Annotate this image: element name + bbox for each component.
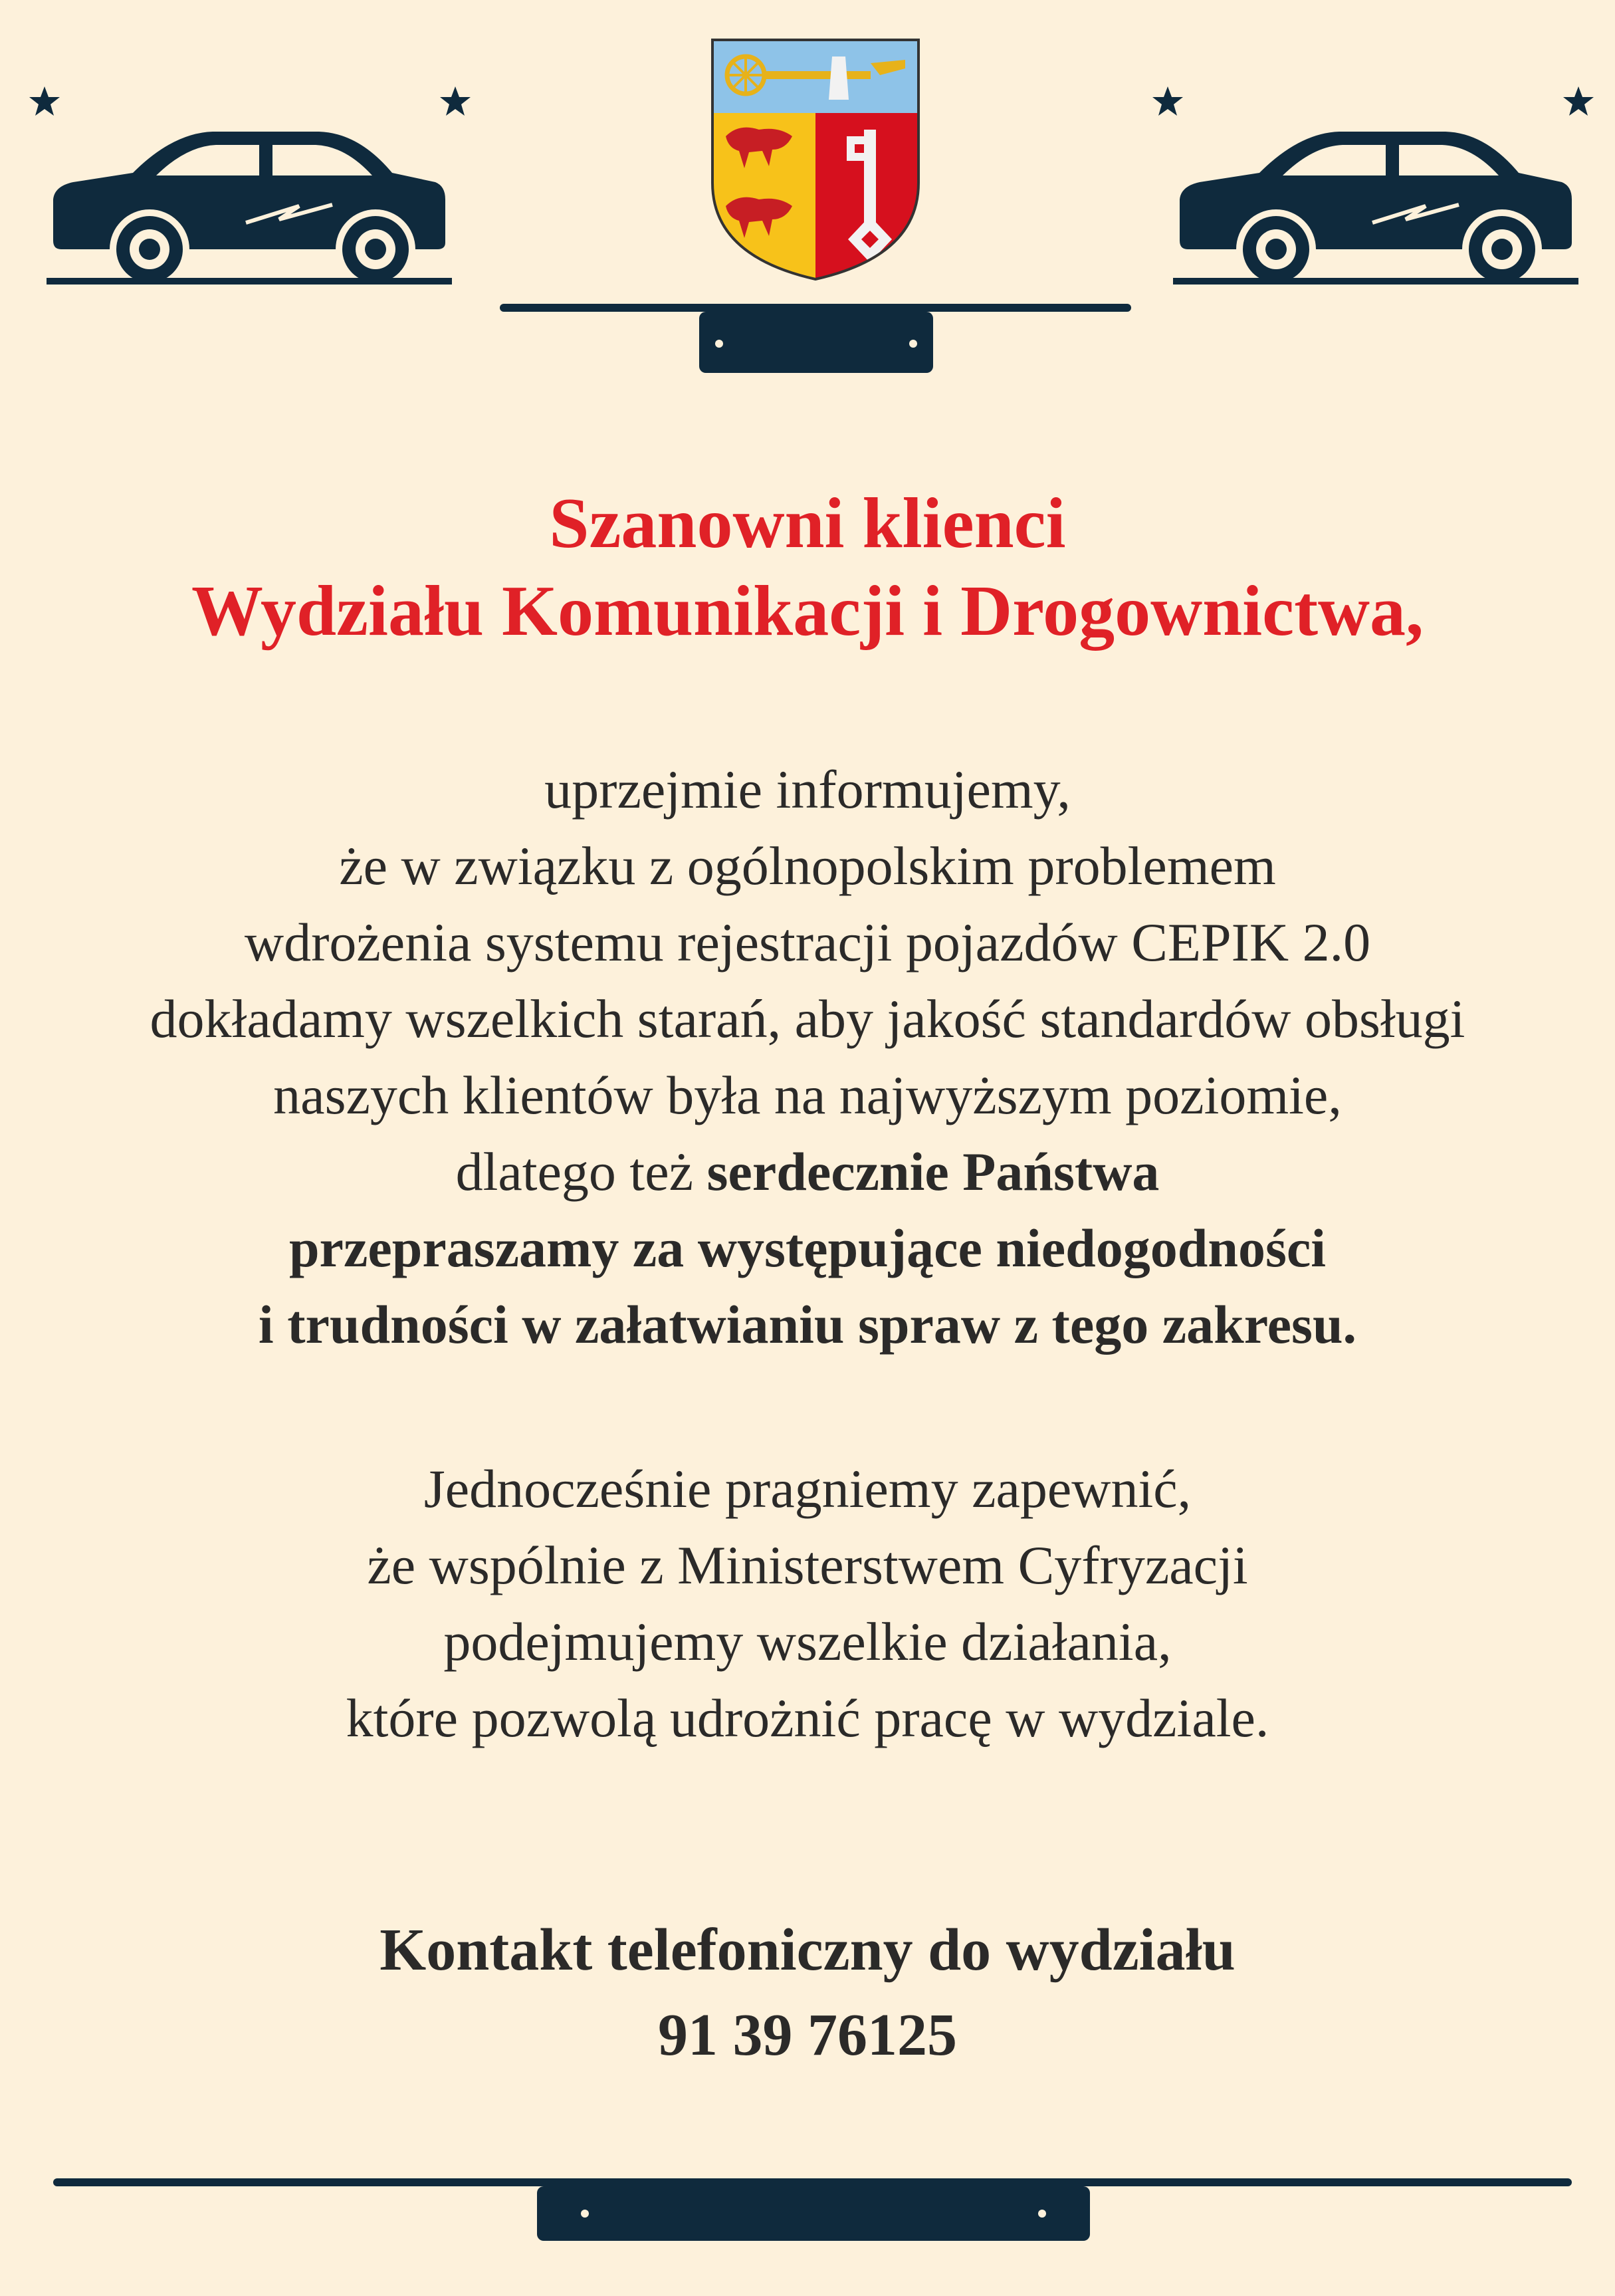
heading — [0, 480, 1615, 655]
assurance-line-1: Jednocześnie pragniemy zapewnić, — [423, 1458, 1192, 1519]
heading-line-2: Wydziału Komunikacji i Drogownictwa, — [191, 572, 1424, 651]
star-icon — [439, 85, 472, 118]
contact-label: Kontakt telefoniczny do wydziału — [379, 1917, 1236, 1983]
notice-paragraph — [0, 751, 1615, 1363]
assurance-line-2: że wspólnie z Ministerstwem Cyfryzacji — [367, 1535, 1248, 1595]
star-icon — [1562, 85, 1595, 118]
car-icon — [1173, 126, 1578, 286]
heading-line-1: Szanowni klienci — [549, 484, 1066, 563]
star-icon — [28, 85, 61, 118]
notice-line-3: wdrożenia systemu rejestracji pojazdów CEPIK 2.0 — [244, 912, 1371, 973]
assurance-paragraph — [0, 1450, 1615, 1756]
top-divider-bracket — [500, 302, 1131, 376]
bottom-divider-bracket — [53, 2177, 1572, 2243]
notice-line-1: uprzejmie informujemy, — [544, 759, 1071, 820]
car-icon — [47, 126, 452, 286]
notice-line-4: dokładamy wszelkich starań, aby jakość standardów obsługi — [150, 988, 1465, 1049]
assurance-line-3: podejmujemy wszelkie działania, — [443, 1611, 1172, 1672]
notice-line-6-bold: serdecznie Państwa — [706, 1141, 1160, 1202]
notice-line-7: przepraszamy za występujące niedogodności — [288, 1218, 1327, 1278]
star-icon — [1151, 85, 1184, 118]
assurance-line-4: które pozwolą udrożnić pracę w wydziale. — [346, 1688, 1269, 1748]
notice-line-6 — [0, 1133, 1615, 1210]
contact-phone: 91 39 76125 — [658, 2002, 957, 2068]
contact-block — [0, 1908, 1615, 2078]
notice-line-2: że w związku z ogólnopolskim problemem — [339, 836, 1276, 896]
notice-line-5: naszych klientów była na najwyższym poziomie, — [273, 1065, 1342, 1125]
notice-line-6-prefix: dlatego też — [455, 1141, 707, 1202]
notice-line-8: i trudności w załatwianiu spraw z tego zakresu. — [258, 1294, 1357, 1355]
coat-of-arms-icon — [706, 37, 925, 283]
